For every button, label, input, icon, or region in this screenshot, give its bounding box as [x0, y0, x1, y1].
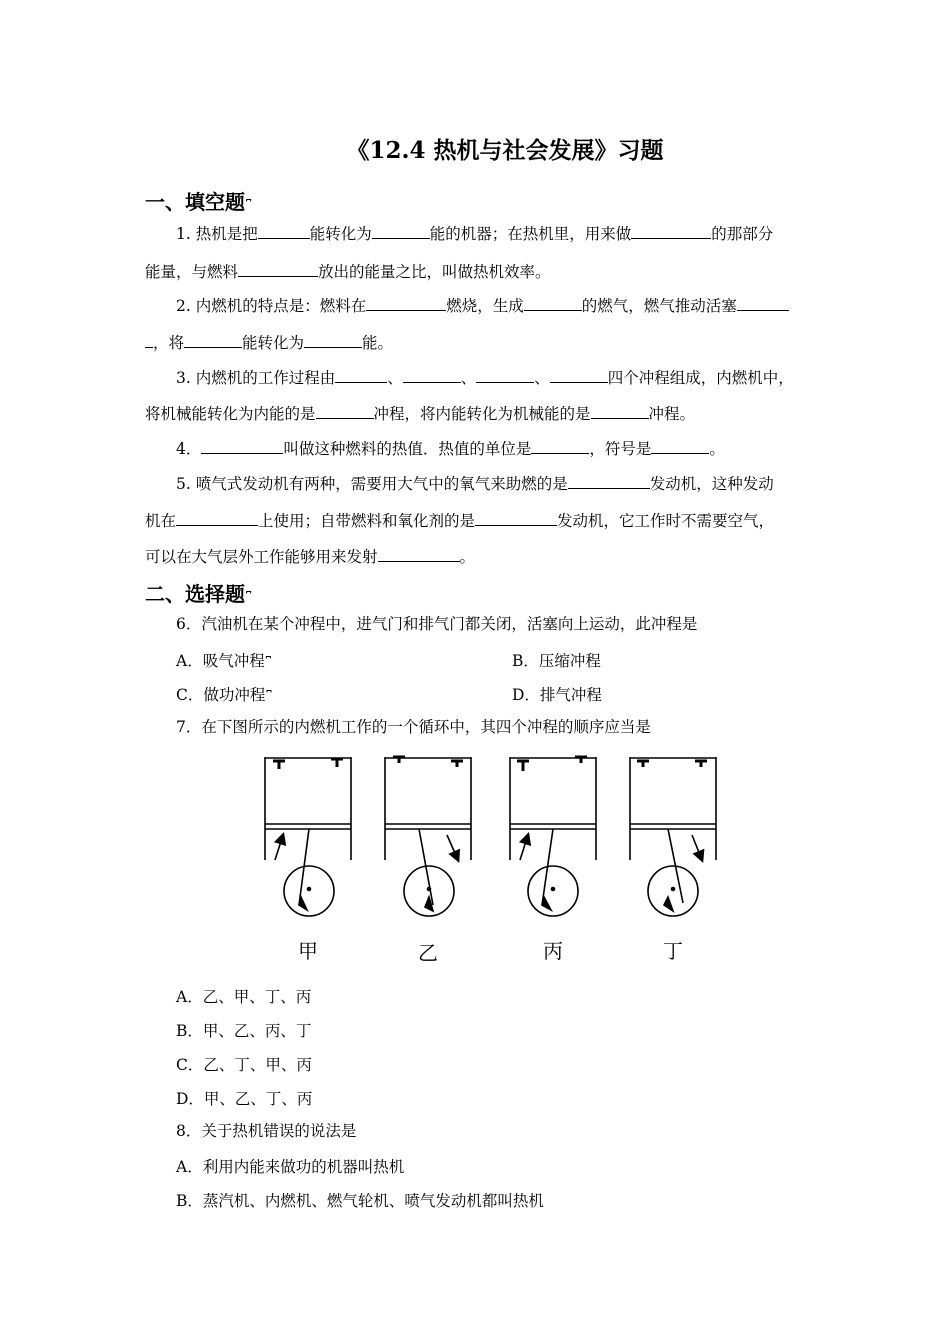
question-8-option-b: B．蒸汽机、内燃机、燃气轮机、喷气发动机都叫热机	[176, 1192, 544, 1210]
question-6-option-b: B．压缩冲程	[512, 652, 601, 670]
section-fill-in-heading: 一、填空题⎴	[145, 190, 252, 215]
question-2-line-1: 2. 内燃机的特点是：燃料在 燃烧，生成 的燃气，燃气推动活塞	[176, 295, 841, 316]
cylinder-ding	[630, 757, 716, 916]
question-6-stem: 6．汽油机在某个冲程中，进气门和排气门都关闭，活塞向上运动，此冲程是	[176, 615, 698, 633]
question-4-line: 4． 叫做这种燃料的热值．热值的单位是 ，符号是 。	[176, 440, 725, 458]
paragraph-mark: ⎴	[246, 200, 252, 215]
question-5-line-1: 5. 喷气式发动机有两种，需要用大气中的氧气来助燃的是 发动机，这种发动	[176, 475, 774, 493]
cylinder-yi	[385, 757, 471, 916]
question-7-option-c: C．乙、丁、甲、丙	[176, 1056, 312, 1074]
question-6-option-d: D．排气冲程	[512, 686, 602, 704]
figure-label-yi: 乙	[418, 941, 438, 965]
question-1-line-2: 能量，与燃料 放出的能量之比，叫做热机效率。	[145, 263, 551, 281]
question-2-line-2: ，将 能转化为 能。	[145, 332, 810, 353]
paragraph-mark: ⎴	[246, 592, 252, 607]
question-6-option-a: A．吸气冲程⎴	[176, 652, 271, 672]
question-8-option-a: A．利用内能来做功的机器叫热机	[176, 1158, 405, 1176]
cylinder-jia	[265, 757, 351, 916]
question-3-line-1: 3. 内燃机的工作过程由 、 、 、 四个冲程组成，内燃机中，	[176, 369, 794, 387]
page-title: 《12.4 热机与社会发展》习题	[346, 137, 664, 164]
question-7-option-d: D．甲、乙、丁、丙	[176, 1090, 313, 1108]
question-3-line-2: 将机械能转化为内能的是 冲程，将内能转化为机械能的是 冲程。	[145, 405, 696, 423]
section-choice-heading: 二、选择题⎴	[145, 582, 252, 607]
question-5-line-2: 机在 上使用；自带燃料和氧化剂的是 发动机，它工作时不需要空气，	[145, 512, 775, 530]
cylinder-bing	[510, 757, 596, 916]
figure-label-ding: 丁	[663, 939, 683, 963]
question-7-stem: 7．在下图所示的内燃机工作的一个循环中，其四个冲程的顺序应当是	[176, 718, 651, 736]
question-5-line-3: 可以在大气层外工作能够用来发射 。	[145, 548, 476, 566]
question-6-option-c: C．做功冲程⎴	[176, 686, 272, 706]
engine-strokes-figure	[255, 745, 735, 970]
question-7-option-b: B．甲、乙、丙、丁	[176, 1022, 312, 1040]
question-8-stem: 8．关于热机错误的说法是	[176, 1122, 357, 1140]
question-7-option-a: A．乙、甲、丁、丙	[176, 988, 312, 1006]
figure-label-bing: 丙	[543, 939, 563, 963]
question-1-line-1: 1. 热机是把 能转化为 能的机器；在热机里，用来做 的那部分	[176, 225, 774, 243]
figure-label-jia: 甲	[298, 939, 318, 963]
